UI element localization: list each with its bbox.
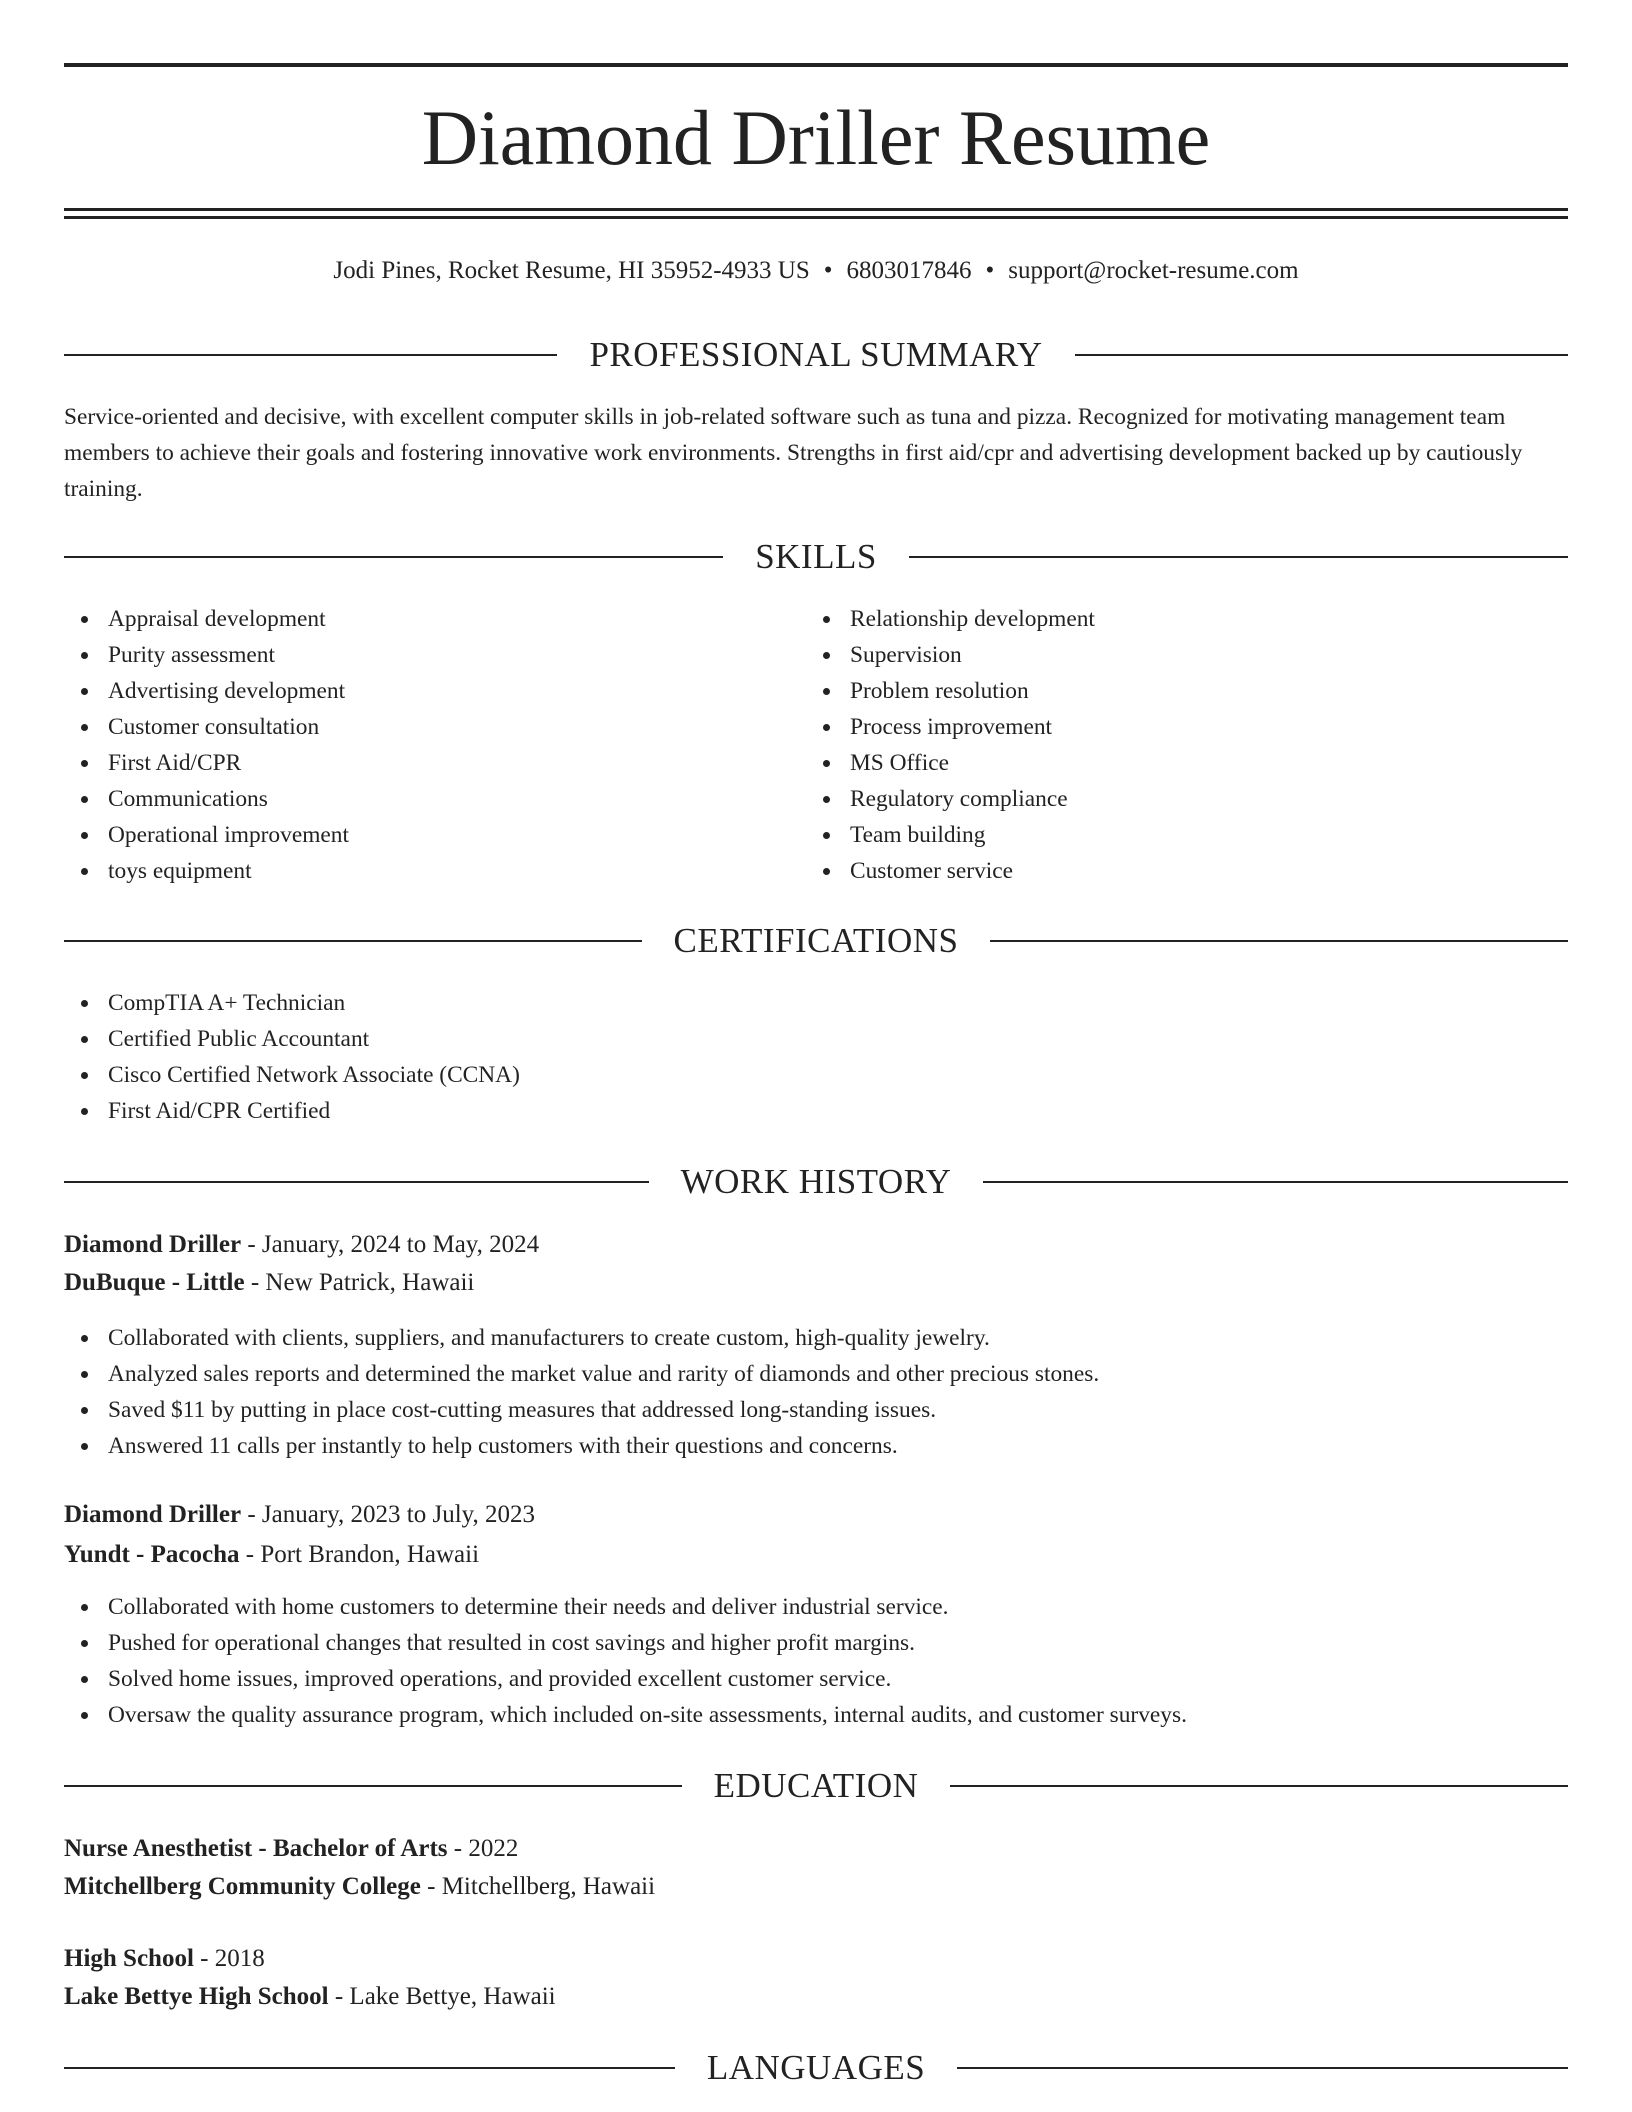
section-heading-label: EDUCATION xyxy=(713,1766,919,1805)
certification-item: First Aid/CPR Certified xyxy=(64,1093,1568,1129)
summary-text: Service-oriented and decisive, with excellent computer skills in job-related software such as tuna and pizza. Recognized for motivating management team members to achieve their goals and fostering innovative work environments. Strengths in first aid/cpr and advertising development backed up by cautiously training. xyxy=(64,404,1523,502)
education-school-line xyxy=(64,1978,556,2016)
job-company-line xyxy=(64,1264,474,1302)
heading-rule xyxy=(64,1785,682,1787)
section-heading-label: PROFESSIONAL SUMMARY xyxy=(589,335,1043,374)
section-heading-work-history xyxy=(64,1160,1568,1204)
education-location: - Lake Bettye, Hawaii xyxy=(328,1983,556,2010)
skill-item: Team building xyxy=(806,817,1546,853)
title-double-rule-lower xyxy=(64,216,1568,219)
section-heading-education xyxy=(64,1764,1568,1808)
job-title: Diamond Driller xyxy=(64,1501,242,1528)
contact-line xyxy=(64,254,1568,288)
skills-list-left xyxy=(64,601,804,889)
section-heading-label: WORK HISTORY xyxy=(680,1162,952,1201)
skill-item: Advertising development xyxy=(64,673,804,709)
job-title-line xyxy=(64,1496,535,1534)
section-heading-label: CERTIFICATIONS xyxy=(673,921,959,960)
education-degree: Nurse Anesthetist - Bachelor of Arts xyxy=(64,1835,448,1862)
contact-phone: 6803017846 xyxy=(846,257,972,284)
job-bullet: Answered 11 calls per instantly to help customers with their questions and concerns. xyxy=(64,1428,1568,1464)
skill-item: Regulatory compliance xyxy=(806,781,1546,817)
certifications-list xyxy=(64,985,1568,1129)
job-company: DuBuque - Little xyxy=(64,1269,245,1296)
heading-rule xyxy=(957,2067,1568,2069)
job-bullet: Oversaw the quality assurance program, which included on-site assessments, internal audits, and customer surveys. xyxy=(64,1697,1568,1733)
heading-rule xyxy=(950,1785,1568,1787)
skill-item: First Aid/CPR xyxy=(64,745,804,781)
contact-separator: • xyxy=(823,257,833,284)
job-title-line xyxy=(64,1226,539,1264)
certification-item: CompTIA A+ Technician xyxy=(64,985,1568,1021)
heading-rule xyxy=(64,1181,649,1183)
skill-item: Purity assessment xyxy=(64,637,804,673)
education-location: - Mitchellberg, Hawaii xyxy=(420,1873,656,1900)
skill-item: Operational improvement xyxy=(64,817,804,853)
resume-title: Diamond Driller Resume xyxy=(421,94,1211,181)
heading-rule xyxy=(64,2067,675,2069)
job-bullet: Pushed for operational changes that resulted in cost savings and higher profit margins. xyxy=(64,1625,1568,1661)
skill-item: toys equipment xyxy=(64,853,804,889)
education-year: - 2022 xyxy=(447,1835,519,1862)
heading-rule xyxy=(1075,354,1568,356)
heading-rule xyxy=(909,556,1568,558)
job-bullet: Collaborated with home customers to determine their needs and deliver industrial service. xyxy=(64,1589,1568,1625)
skills-list-right xyxy=(806,601,1546,889)
skill-item: Communications xyxy=(64,781,804,817)
section-heading-languages xyxy=(64,2046,1568,2090)
section-heading-label: LANGUAGES xyxy=(706,2048,926,2087)
skill-item: MS Office xyxy=(806,745,1546,781)
skill-item: Appraisal development xyxy=(64,601,804,637)
job-bullets xyxy=(64,1589,1568,1733)
skill-item: Process improvement xyxy=(806,709,1546,745)
section-heading-skills xyxy=(64,535,1568,579)
heading-rule xyxy=(64,940,642,942)
job-title: Diamond Driller xyxy=(64,1231,242,1258)
skill-item: Relationship development xyxy=(806,601,1546,637)
job-bullets xyxy=(64,1320,1568,1464)
job-bullet: Saved $11 by putting in place cost-cutting measures that addressed long-standing issues. xyxy=(64,1392,1568,1428)
heading-rule xyxy=(990,940,1568,942)
heading-rule xyxy=(64,354,557,356)
title-double-rule-upper xyxy=(64,208,1568,211)
contact-email: support@rocket-resume.com xyxy=(1008,257,1299,284)
heading-rule xyxy=(64,556,723,558)
skill-item: Customer service xyxy=(806,853,1546,889)
certification-item: Cisco Certified Network Associate (CCNA) xyxy=(64,1057,1568,1093)
section-heading-label: SKILLS xyxy=(755,537,877,576)
job-company-line xyxy=(64,1536,479,1574)
education-school-line xyxy=(64,1868,655,1906)
job-dates: - January, 2023 to July, 2023 xyxy=(241,1501,536,1528)
heading-rule xyxy=(983,1181,1568,1183)
education-degree-line xyxy=(64,1940,265,1978)
top-rule xyxy=(64,63,1568,67)
education-school: Lake Bettye High School xyxy=(64,1983,329,2010)
job-location: - Port Brandon, Hawaii xyxy=(239,1541,480,1568)
skill-item: Supervision xyxy=(806,637,1546,673)
education-degree-line xyxy=(64,1830,518,1868)
education-degree: High School xyxy=(64,1945,194,1972)
contact-address: Jodi Pines, Rocket Resume, HI 35952-4933 US xyxy=(333,257,810,284)
job-bullet: Collaborated with clients, suppliers, and manufacturers to create custom, high-quality jewelry. xyxy=(64,1320,1568,1356)
job-location: - New Patrick, Hawaii xyxy=(244,1269,475,1296)
education-school: Mitchellberg Community College xyxy=(64,1873,421,1900)
certification-item: Certified Public Accountant xyxy=(64,1021,1568,1057)
job-bullet: Analyzed sales reports and determined the market value and rarity of diamonds and other precious stones. xyxy=(64,1356,1568,1392)
education-year: - 2018 xyxy=(193,1945,265,1972)
contact-separator: • xyxy=(985,257,995,284)
job-bullet: Solved home issues, improved operations, and provided excellent customer service. xyxy=(64,1661,1568,1697)
section-heading-summary xyxy=(64,333,1568,377)
skill-item: Customer consultation xyxy=(64,709,804,745)
job-dates: - January, 2024 to May, 2024 xyxy=(241,1231,540,1258)
job-company: Yundt - Pacocha xyxy=(64,1541,240,1568)
section-heading-certifications xyxy=(64,919,1568,963)
skill-item: Problem resolution xyxy=(806,673,1546,709)
